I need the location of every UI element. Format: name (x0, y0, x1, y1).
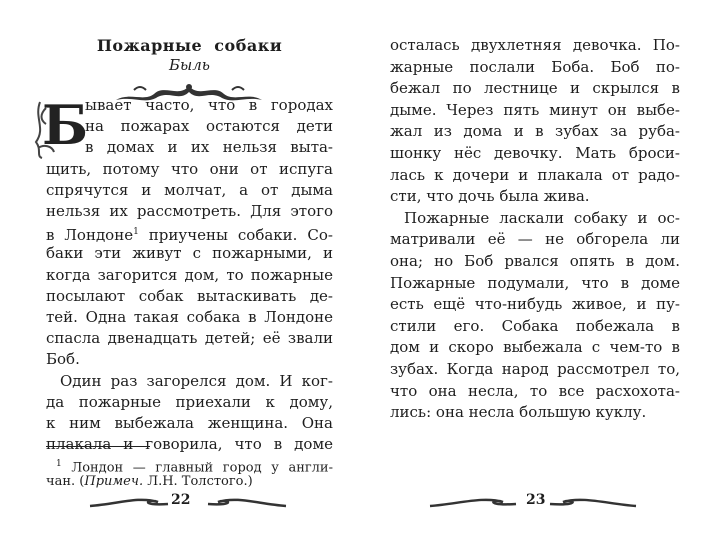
text-line: к ним выбежала женщина. Она (46, 414, 333, 432)
text-line: она; но Боб рвался опять в дом. (390, 252, 680, 270)
footnote-text: Л.Н. Толстого.) (143, 474, 253, 489)
text-line: тей. Одна такая собака в Лондоне (46, 308, 333, 326)
text-line: Пожарные подумали, что в доме (390, 273, 680, 292)
text-line: когда загорится дом, то пожарные (46, 265, 333, 284)
text-line: нельзя их рассмотреть. Для этого (46, 202, 333, 220)
text-line: что она несла, то все расхохота- (390, 381, 680, 400)
footnote-separator (46, 446, 150, 447)
text-line: сти, что дочь была жива. (390, 187, 590, 206)
text-line: дыме. Через пять минут он выбе- (390, 100, 680, 119)
text-line: бежал по лестнице и скрылся в (390, 79, 680, 98)
text-line: Один раз загорелся дом. И ког- (60, 371, 333, 390)
story-subtitle: Быль (169, 56, 210, 74)
footnote-text: Лондон — главный город у англи- (71, 460, 333, 476)
right-page (390, 0, 680, 540)
text-line: есть ещё что-нибудь живое, и пу- (390, 295, 680, 314)
page-number: 22 (171, 492, 191, 508)
text-fragment: приучены собаки. Со- (138, 226, 333, 245)
page-number: 23 (526, 492, 546, 508)
text-line: лись: она несла большую куклу. (390, 403, 647, 422)
footnote-line-2 (46, 473, 253, 491)
text-line: лась к дочери и плакала от радо- (390, 165, 680, 184)
text-line: спрячутся и молчат, а от дыма (46, 180, 333, 199)
text-line: матривали её — не обгорела ли (390, 230, 680, 249)
text-line: Пожарные ласкали собаку и ос- (404, 208, 680, 227)
text-line: посылают собак вытаскивать де- (46, 286, 333, 305)
footnote-italic: Примеч. (84, 474, 144, 489)
text-fragment: в Лондоне (46, 226, 134, 245)
text-line: в домах и их нельзя выта- (85, 138, 333, 157)
text-line: зубах. Когда народ рассмотрел то, (390, 360, 680, 378)
text-line: щить, потому что они от испуга (46, 159, 333, 178)
footnote-reference[interactable]: 1 (133, 227, 139, 238)
text-line: спасла двенадцать детей; её звали (46, 329, 333, 348)
text-line: Боб. (46, 350, 80, 369)
text-line: шонку нёс девочку. Мать броси- (390, 144, 680, 162)
text-line: осталась двухлетняя девочка. По- (390, 36, 680, 54)
text-line: ывает часто, что в городах (85, 96, 333, 114)
text-line: жал из дома и в зубах за руба- (390, 122, 680, 141)
text-line: жарные послали Боба. Боб по- (390, 57, 680, 76)
text-line: дом и скоро выбежала с чем-то в (390, 338, 680, 357)
story-title: Пожарные собаки (96, 36, 283, 55)
text-line: плакала и говорила, что в доме (46, 435, 333, 454)
footnote-text: чан. ( (46, 474, 85, 489)
left-page (42, 0, 333, 540)
text-line (46, 222, 333, 243)
text-line: баки эти живут с пожарными, и (46, 244, 333, 263)
drop-cap-letter: Б (42, 93, 89, 157)
text-line: стили его. Собака побежала в (390, 316, 680, 335)
text-line: на пожарах остаются дети (85, 117, 333, 136)
drop-cap (36, 93, 89, 160)
footnote-marker: 1 (56, 459, 62, 469)
text-line: да пожарные приехали к дому, (46, 392, 333, 411)
